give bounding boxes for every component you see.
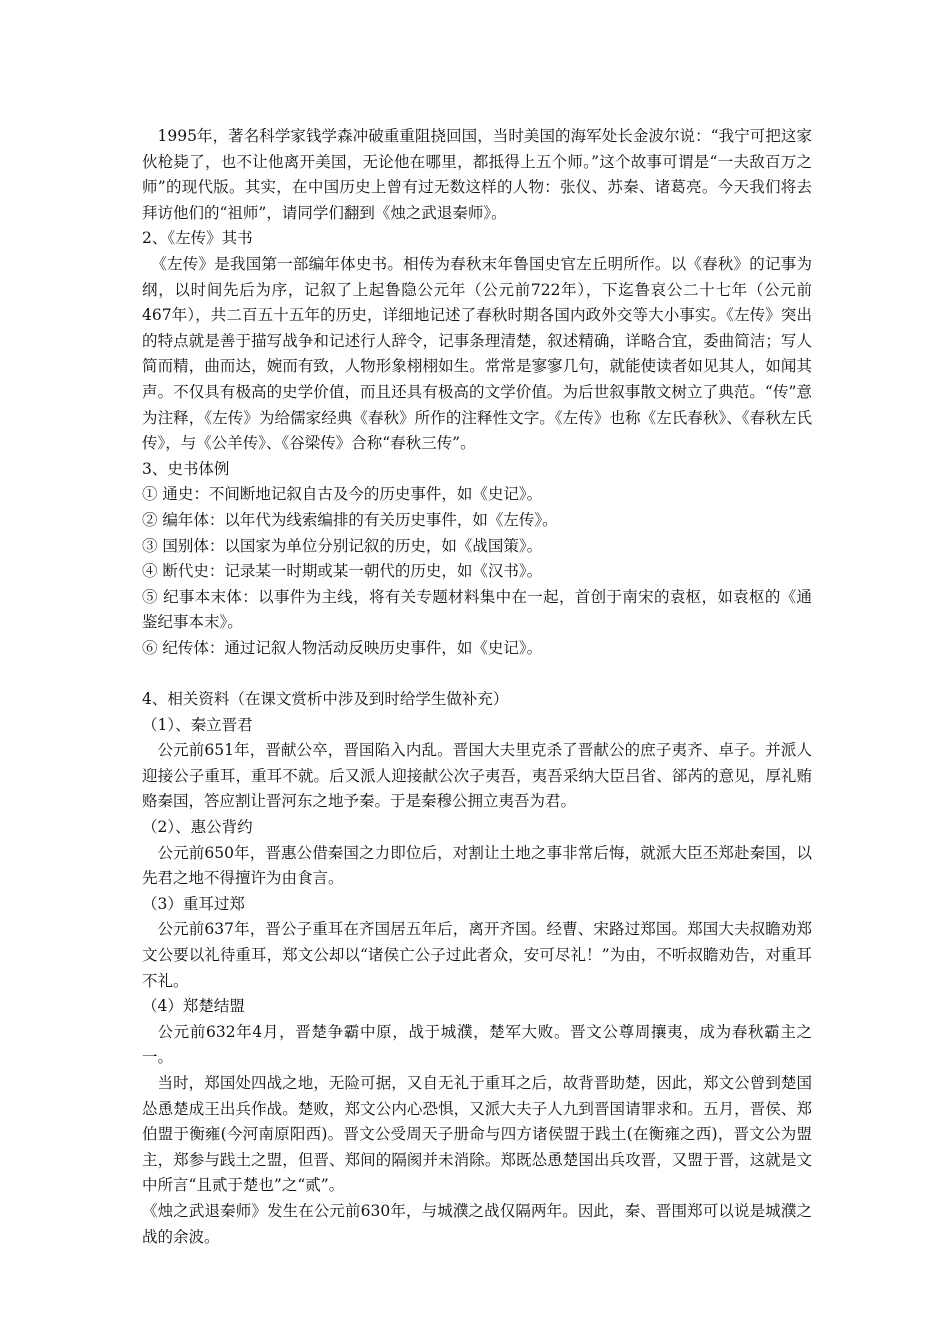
document-page: [142, 124, 812, 1250]
section2-heading: 2、《左传》其书: [142, 229, 253, 248]
sub3-body: 公元前637年，晋公子重耳在齐国居五年后，离开齐国。经曹、宋路过郑国。郑国大夫叔瞻劝郑文公要以礼待重耳，郑文公却以“诸侯亡公子过此者众，安可尽礼！”为由，不听叔瞻劝告，对重耳不礼。: [142, 920, 812, 990]
sub4-body-1: 公元前632年4月，晋楚争霸中原，战于城濮，楚军大败。晋文公尊周攘夷，成为春秋霸主之一。: [142, 1022, 812, 1067]
sub4-heading: （4）郑楚结盟: [142, 997, 245, 1016]
sub4-body-3: 《烛之武退秦师》发生在公元前630年，与城濮之战仅隔两年。因此，秦、晋围郑可以说是城濮之战的余波。: [142, 1201, 812, 1246]
sub1-body: 公元前651年，晋献公卒，晋国陷入内乱。晋国大夫里克杀了晋献公的庶子夷齐、卓子。并派人迎接公子重耳，重耳不就。后又派人迎接献公次子夷吾，夷吾采纳大臣吕省、郤芮的意见，厚礼贿赂秦国，答应割让晋河东之地予秦。于是秦穆公拥立夷吾为君。: [142, 741, 812, 811]
section2-body: 《左传》是我国第一部编年体史书。相传为春秋末年鲁国史官左丘明所作。以《春秋》的记事为纲，以时间先后为序，记叙了上起鲁隐公元年（公元前722年），下迄鲁哀公二十七年（公元前467年），共二百五十五年的历史，详细地记述了春秋时期各国内政外交等大小事实。《左传》突出的特点就是善于描写战争和记述行人辞令，记事条理清楚，叙述精确，详略合宜，委曲简洁；写人简而精，曲而达，婉而有致，人物形象栩栩如生。常常是寥寥几句，就能使读者如见其人，如闻其声。不仅具有极高的史学价值，而且还具有极高的文学价值。为后世叙事散文树立了典范。“传”意为注释，《左传》为给儒家经典《春秋》所作的注释性文字。《左传》也称《左氏春秋》、《春秋左氏传》，与《公羊传》、《谷梁传》合称“春秋三传”。: [142, 254, 812, 453]
list-item-jizhuan: ⑥ 纪传体：通过记叙人物活动反映历史事件，如《史记》。: [142, 638, 543, 657]
sub1-heading: （1）、秦立晋君: [142, 715, 253, 734]
list-item-biannian: ② 编年体：以年代为线索编排的有关历史事件，如《左传》。: [142, 510, 558, 529]
section3-heading: 3、史书体例: [142, 459, 230, 478]
list-item-duandai: ④ 断代史：记录某一时期或某一朝代的历史，如《汉书》。: [142, 562, 543, 581]
list-item-jishibenmo: ⑤ 纪事本末体：以事件为主线，将有关专题材料集中在一起，首创于南宋的袁枢，如袁枢的《通鉴纪事本末》。: [142, 587, 812, 632]
intro-paragraph: 1995年，著名科学家钱学森冲破重重阻挠回国，当时美国的海军处长金波尔说：“我宁可把这家伙枪毙了，也不让他离开美国，无论他在哪里，都抵得上五个师。”这个故事可谓是“一夫敌百万之师”的现代版。其实，在中国历史上曾有过无数这样的人物：张仪、苏秦、诸葛亮。今天我们将去拜访他们的“祖师”，请同学们翻到《烛之武退秦师》。: [142, 127, 812, 222]
section4-heading: 4、相关资料（在课文赏析中涉及到时给学生做补充）: [142, 690, 509, 709]
sub2-heading: （2）、惠公背约: [142, 818, 253, 837]
sub4-body-2: 当时，郑国处四战之地，无险可据，又自无礼于重耳之后，故背晋助楚，因此，郑文公曾到楚国怂恿楚成王出兵作战。楚败，郑文公内心恐惧，又派大夫子人九到晋国请罪求和。五月，晋侯、郑伯盟于衡雍(今河南原阳西)。晋文公受周天子册命与四方诸侯盟于践土(在衡雍之西)，晋文公为盟主，郑参与践土之盟，但晋、郑间的隔阂并未消除。郑既怂恿楚国出兵攻晋，又盟于晋，这就是文中所言“且贰于楚也”之“贰”。: [142, 1073, 812, 1195]
list-item-tongshi: ① 通史：不间断地记叙自古及今的历史事件，如《史记》。: [142, 485, 543, 504]
blank-line: [142, 661, 812, 687]
sub2-body: 公元前650年，晋惠公借秦国之力即位后，对割让土地之事非常后悔，就派大臣丕郑赴秦国，以先君之地不得擅许为由食言。: [142, 843, 812, 888]
sub3-heading: （3）重耳过郑: [142, 894, 245, 913]
list-item-guobie: ③ 国别体：以国家为单位分别记叙的历史，如《战国策》。: [142, 536, 543, 555]
